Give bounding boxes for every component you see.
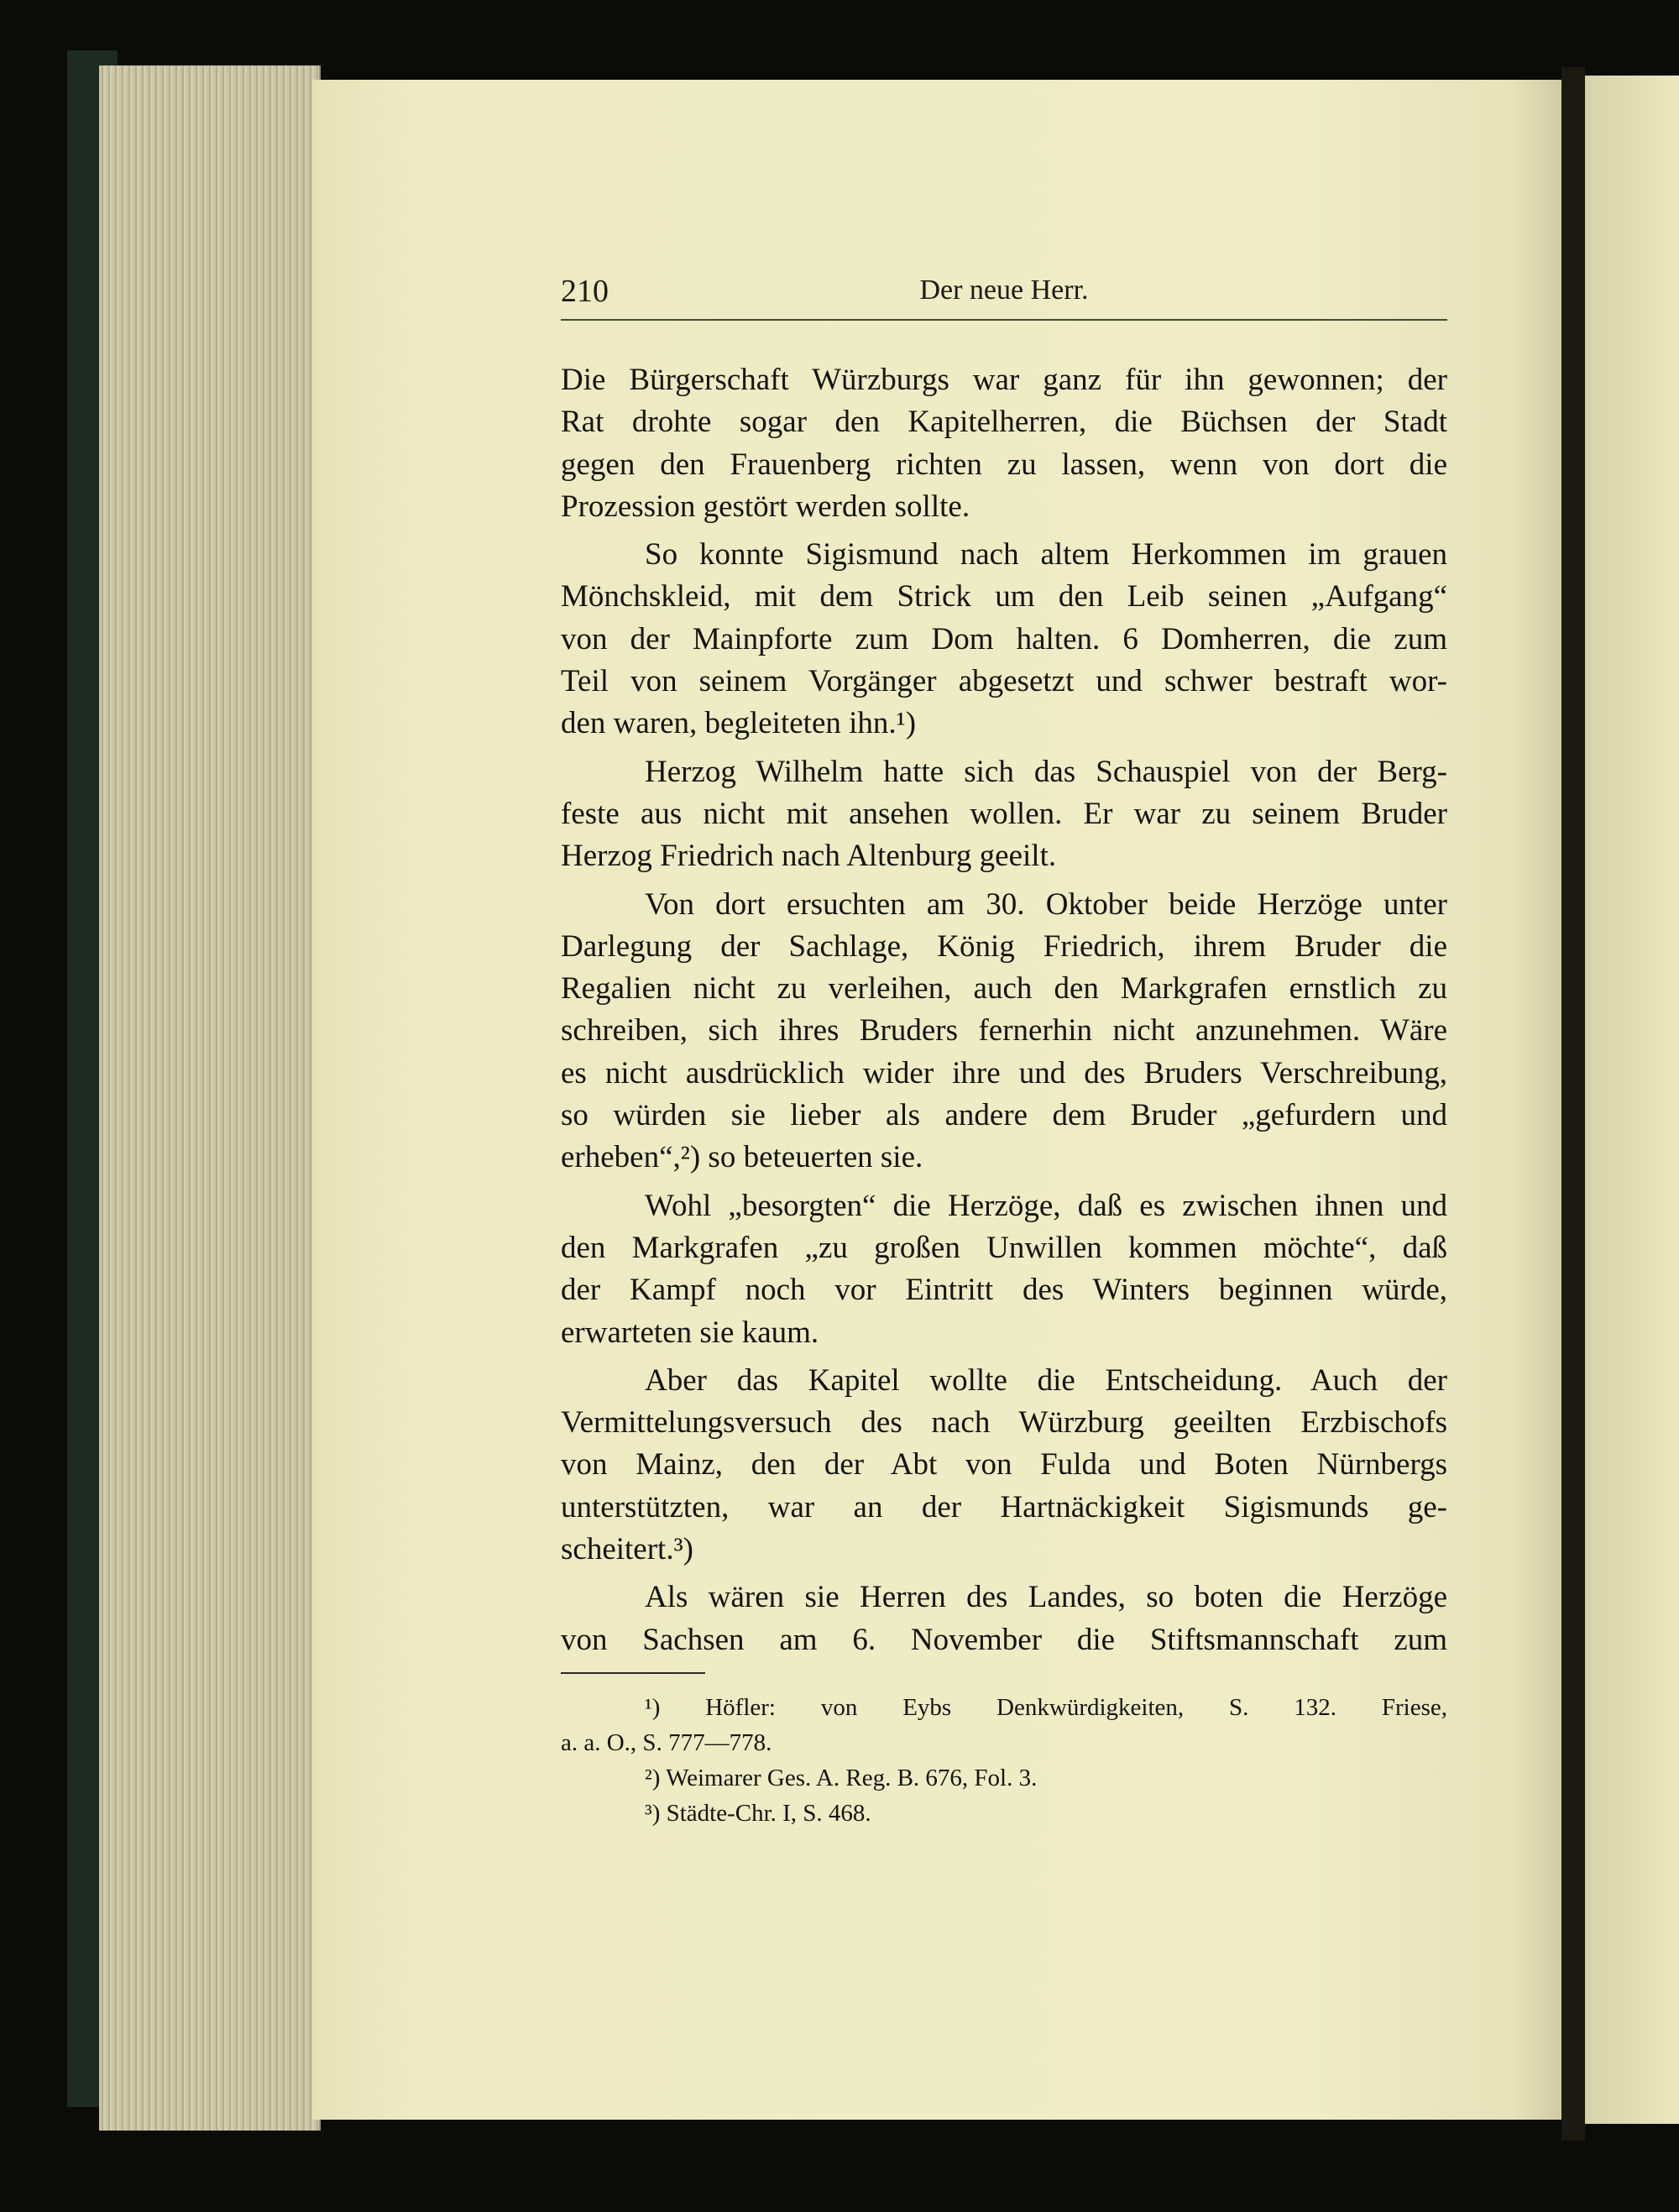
text-line: erheben“,²) so beteuerten sie. [561, 1140, 923, 1175]
text-line: schreiben, sich ihres Bruders fernerhin nicht anzunehmen. Wäre [561, 1013, 1447, 1048]
text-line: Prozession gestört werden sollte. [561, 489, 970, 524]
footnote-line: ¹) Höfler: von Eybs Denkwürdigkeiten, S. 132. Friese, [645, 1694, 1447, 1721]
paragraph [561, 751, 1447, 878]
text-line: Regalien nicht zu verleihen, auch den Markgrafen ernstlich zu [561, 971, 1447, 1007]
footnote-rule [561, 1672, 705, 1674]
text-line: Als wären sie Herren des Landes, so boten die Herzöge [645, 1580, 1447, 1615]
paragraph [561, 1185, 1447, 1354]
paragraph [561, 534, 1447, 745]
paragraph [561, 884, 1447, 1179]
footnotes [561, 1690, 1447, 1831]
page-header [561, 273, 1447, 315]
text-line: Aber das Kapitel wollte die Entscheidung. Auch der [645, 1362, 1447, 1398]
footnote-line: ³) Städte-Chr. I, S. 468. [645, 1800, 871, 1827]
page-edges [99, 65, 321, 2131]
text-line: Herzog Friedrich nach Altenburg geeilt. [561, 839, 1057, 874]
text-line: der Kampf noch vor Eintritt des Winters beginnen würde, [561, 1273, 1447, 1308]
text-line: unterstützten, war an der Hartnäckigkeit Sigismunds ge- [561, 1489, 1447, 1524]
body-text [561, 359, 1447, 1667]
text-line: So konnte Sigismund nach altem Herkommen im grauen [645, 537, 1447, 573]
text-line: den waren, begleiteten ihn.¹) [561, 706, 917, 741]
text-line: Von dort ersuchten am 30. Oktober beide Herzöge unter [645, 886, 1447, 922]
page-number: 210 [561, 274, 609, 309]
text-line: von Mainz, den der Abt von Fulda und Boten Nürnbergs [561, 1447, 1447, 1483]
footnote-line: a. a. O., S. 777—778. [561, 1729, 772, 1756]
running-title: Der neue Herr. [919, 275, 1089, 306]
paragraph [561, 359, 1447, 528]
text-line: scheitert.³) [561, 1532, 693, 1567]
text-line: Herzog Wilhelm hatte sich das Schauspiel von der Berg- [645, 754, 1447, 789]
text-line: Mönchskleid, mit dem Strick um den Leib seinen „Aufgang“ [561, 579, 1447, 614]
paragraph [561, 1360, 1447, 1571]
text-line: Teil von seinem Vorgänger abgesetzt und schwer bestraft wor- [561, 664, 1447, 699]
text-line: gegen den Frauenberg richten zu lassen, wenn von dort die [561, 447, 1447, 482]
book-gutter [1561, 67, 1585, 2141]
text-line: Darlegung der Sachlage, König Friedrich, ihrem Bruder die [561, 928, 1447, 964]
footnote-line: ²) Weimarer Ges. A. Reg. B. 676, Fol. 3. [645, 1765, 1038, 1791]
text-line: von Sachsen am 6. November die Stiftsmannschaft zum [561, 1622, 1447, 1657]
facing-page-edge [1585, 76, 1679, 2124]
text-line: feste aus nicht mit ansehen wollen. Er war zu seinem Bruder [561, 796, 1447, 831]
text-line: Vermittelungsversuch des nach Würzburg geeilten Erzbischofs [561, 1405, 1447, 1441]
text-line: so würden sie lieber als andere dem Bruder „gefurdern und [561, 1098, 1447, 1133]
text-line: Die Bürgerschaft Würzburgs war ganz für ihn gewonnen; der [561, 363, 1447, 397]
text-line: erwarteten sie kaum. [561, 1315, 819, 1350]
text-line: es nicht ausdrücklich wider ihre und des Bruders Verschreibung, [561, 1055, 1447, 1090]
text-line: Wohl „besorgten“ die Herzöge, daß es zwischen ihnen und [645, 1188, 1447, 1223]
text-line: den Markgrafen „zu großen Unwillen kommen möchte“, daß [561, 1230, 1447, 1265]
text-line: von der Mainpforte zum Dom halten. 6 Domherren, die zum [561, 621, 1447, 656]
paragraph [561, 1577, 1447, 1661]
text-line: Rat drohte sogar den Kapitelherren, die Büchsen der Stadt [561, 405, 1447, 440]
header-rule [561, 319, 1447, 321]
